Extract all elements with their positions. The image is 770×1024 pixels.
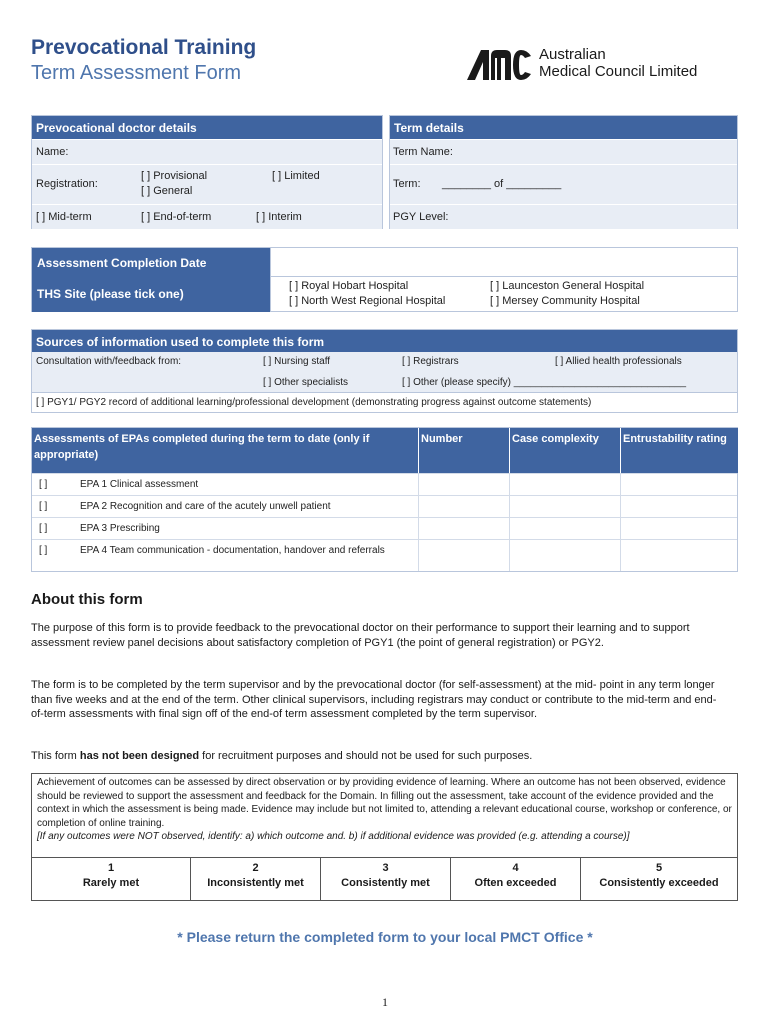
completion-date-label: Assessment Completion Date (32, 248, 270, 276)
pgy-record-row (32, 392, 737, 413)
registrars-checkbox[interactable]: [ ] Registrars (402, 356, 459, 367)
epa-row (32, 473, 737, 495)
term-name-label: Term Name: (393, 146, 453, 158)
amc-logo (465, 46, 725, 86)
scale-number: 4 (512, 862, 519, 874)
rating-scale-note (32, 774, 737, 858)
scale-label: Often exceeded (474, 877, 557, 889)
form-title: Prevocational Training (31, 36, 257, 59)
term-details-heading: Term details (390, 116, 737, 139)
pgy-record-checkbox[interactable]: [ ] PGY1/ PGY2 record of additional learning/professional development (demonstrating progress against outcome statements) (36, 397, 592, 408)
term-label: Term: (393, 178, 421, 190)
assessment-type-row (32, 204, 382, 229)
completion-section (31, 247, 738, 312)
epa-checkbox[interactable]: [ ] (39, 545, 48, 556)
epa-label: EPA 3 Prescribing (80, 523, 160, 534)
amc-logo-mark-icon (465, 48, 533, 82)
nursing-checkbox[interactable]: [ ] Nursing staff (263, 356, 331, 367)
pgy-level-label: PGY Level: (393, 211, 449, 223)
scale-item-4 (450, 858, 580, 901)
scale-label: Rarely met (82, 877, 140, 889)
registration-label: Registration: (36, 178, 98, 190)
site-mersey[interactable]: [ ] Mersey Community Hospital (490, 295, 640, 307)
general-checkbox[interactable]: [ ] General (141, 185, 193, 197)
epa-row (32, 539, 737, 572)
logo-line-1: Australian (539, 46, 606, 63)
epa-header-entrustability: Entrustability rating (620, 428, 738, 473)
epa-label: EPA 1 Clinical assessment (80, 479, 199, 490)
rating-note-text: Achievement of outcomes can be assessed by direct observation or by providing evidence of learning. Where an outcome has not been observed, evidence should be reviewed to support the assessment and feedback for the Domain. In filling out the assessment, take account of the evidence provided and the context in which the assessment is being made. Evidence may include but not limited to, attending a relevant educational course, workshop or conference, or completion of online training. (37, 777, 732, 829)
registration-row (32, 164, 382, 204)
scale-number: 1 (107, 862, 115, 874)
name-row[interactable] (32, 139, 382, 164)
epa-header-complexity: Case complexity (509, 428, 620, 473)
doctor-details-heading: Prevocational doctor details (32, 116, 382, 139)
specialists-checkbox[interactable]: [ ] Other specialists (263, 377, 349, 388)
rating-note-italic: [If any outcomes were NOT observed, identify: a) which outcome and. b) if additional evidence was provided (e.g. attending a course)] (37, 831, 630, 843)
about-paragraph-3 (31, 749, 721, 764)
epa-checkbox[interactable]: [ ] (39, 523, 48, 534)
epa-checkbox[interactable]: [ ] (39, 501, 48, 512)
scale-number: 3 (382, 862, 389, 874)
rating-scale-box (31, 773, 738, 901)
epa-label: EPA 4 Team communication - documentation, handover and referrals (80, 545, 385, 556)
scale-item-5 (580, 858, 737, 901)
term-of-field[interactable]: ________ of _________ (442, 178, 562, 190)
scale-item-1 (32, 858, 190, 901)
completion-date-field[interactable] (270, 248, 737, 276)
form-subtitle: Term Assessment Form (31, 62, 242, 84)
term-name-row[interactable] (390, 139, 737, 164)
scale-label: Consistently met (341, 877, 430, 889)
page-number: 1 (382, 995, 388, 1009)
endterm-checkbox[interactable]: [ ] End-of-term (141, 211, 212, 223)
limited-checkbox[interactable]: [ ] Limited (272, 170, 320, 182)
site-north-west[interactable]: [ ] North West Regional Hospital (289, 295, 446, 307)
sources-options (32, 352, 737, 392)
midterm-checkbox[interactable]: [ ] Mid-term (36, 211, 92, 223)
epa-row (32, 517, 737, 539)
about-p3-pre: This form (31, 750, 80, 762)
epa-table (31, 427, 738, 572)
sources-section (31, 329, 738, 413)
site-royal-hobart[interactable]: [ ] Royal Hobart Hospital (289, 280, 409, 292)
other-checkbox[interactable]: [ ] Other (please specify) _______________________________ (402, 377, 687, 388)
consultation-label: Consultation with/feedback from: (36, 356, 182, 367)
doctor-details-section (31, 115, 383, 229)
ths-site-options (270, 276, 737, 312)
return-note: * Please return the completed form to your local PMCT Office * (177, 929, 593, 945)
epa-header-assessments: Assessments of EPAs completed during the term to date (only if appropriate) (32, 428, 418, 473)
pgy-level-row[interactable] (390, 204, 737, 229)
about-paragraph-2: The form is to be completed by the term supervisor and by the prevocational doctor (for self-assessment) at the mid- point in any term longer than five weeks and at the end of the term. Other clinical supervisors, including registrars may conduct or contribute to the mid-term and end-of-term assessments with final sign off of the end-of term assessment completed by the term supervisor. (31, 679, 717, 720)
scale-item-3 (320, 858, 450, 901)
scale-label: Inconsistently met (207, 877, 304, 889)
allied-health-checkbox[interactable]: [ ] Allied health professionals (555, 356, 682, 367)
about-p3-bold: has not been designed (79, 750, 200, 762)
ths-site-label: THS Site (please tick one) (32, 276, 270, 312)
scale-item-2 (190, 858, 320, 901)
about-paragraph-1: The purpose of this form is to provide feedback to the prevocational doctor on their performance to support their learning and to support assessment review panel decisions about satisfactory completion of PGY1 (the point of general registration) or PGY2. (31, 622, 690, 649)
epa-header-number: Number (418, 428, 509, 473)
scale-number: 5 (655, 862, 663, 874)
scale-label: Consistently exceeded (599, 877, 719, 889)
about-heading: About this form (31, 591, 143, 608)
about-p3-post: for recruitment purposes and should not be used for such purposes. (199, 750, 533, 762)
epa-row (32, 495, 737, 517)
term-details-section (389, 115, 738, 229)
name-label: Name: (36, 146, 69, 158)
provisional-checkbox[interactable]: [ ] Provisional (141, 170, 208, 182)
epa-label: EPA 2 Recognition and care of the acutely unwell patient (80, 501, 331, 512)
logo-line-2: Medical Council Limited (539, 63, 698, 80)
site-launceston[interactable]: [ ] Launceston General Hospital (490, 280, 645, 292)
epa-checkbox[interactable]: [ ] (39, 479, 48, 490)
sources-heading: Sources of information used to complete this form (32, 330, 737, 352)
scale-number: 2 (252, 862, 259, 874)
interim-checkbox[interactable]: [ ] Interim (256, 211, 302, 223)
term-row[interactable] (390, 164, 737, 204)
